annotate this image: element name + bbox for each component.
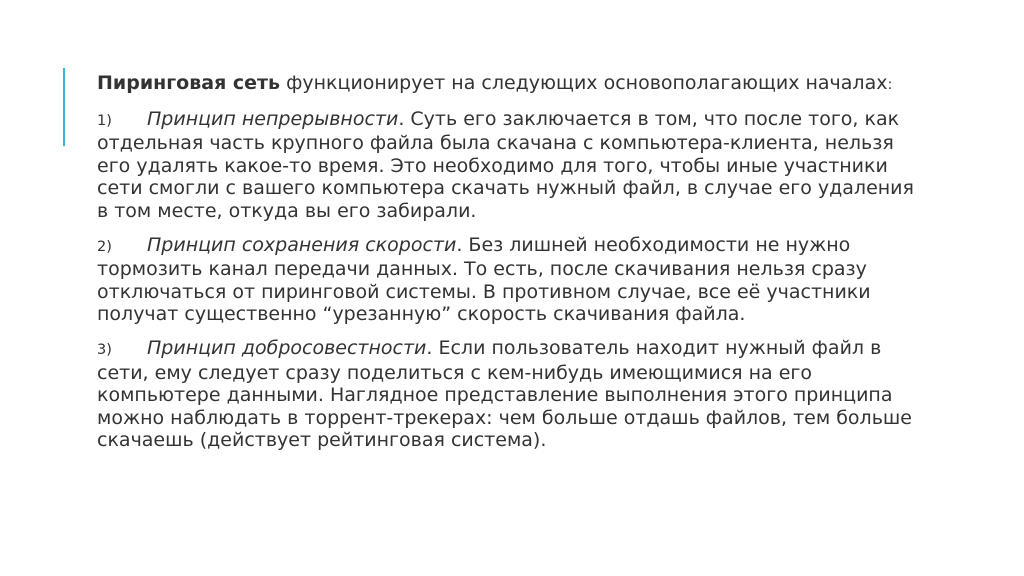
accent-line xyxy=(63,68,65,146)
principle-text: . Если пользователь находит нужный файл в сети, ему следует сразу поделиться с кем-нибудь имеющимися на его компьютере данными. Наглядное представление выполнения этого принципа можно наблюдать в торрент-трекерах: чем больше отдашь файлов, тем больше скачаешь xyxy=(97,336,912,452)
principle-paren: (действует рейтинговая система). xyxy=(199,429,547,452)
principle-number: 1) xyxy=(97,112,112,129)
principle-number: 3) xyxy=(97,341,112,358)
intro-text: функционирует на следующих основополагающих началах xyxy=(280,72,888,94)
principle-1 xyxy=(97,108,927,223)
intro-colon: : xyxy=(887,77,893,93)
principle-term: Принцип сохранения скорости xyxy=(147,233,457,256)
intro-lead: Пиринговая сеть xyxy=(97,72,281,94)
intro-paragraph xyxy=(97,72,927,97)
principle-text: . Без лишней необходимости не нужно тормозить канал передачи данных. То есть, после скачивания нельзя сразу отключаться от пиринговой системы. В противном случае, все её участники получат существенно “урезанную” скорость скачивания файла. xyxy=(97,233,871,326)
principle-2 xyxy=(97,234,927,326)
principle-term: Принцип добросовестности xyxy=(147,336,427,359)
principle-text: . Суть его заключается в том, что после того, как отдельная часть крупного файла была скачана с компьютера-клиента, нельзя его удалять какое-то время. Это необходимо для того, чтобы иные участники сети смогли с вашего компьютера скачать нужный файл, в случае его удаления в том месте, откуда вы его забирали. xyxy=(97,107,914,222)
principle-term: Принцип непрерывности xyxy=(147,107,399,130)
slide-body xyxy=(97,72,927,463)
principle-3 xyxy=(97,337,927,452)
principle-number: 2) xyxy=(97,238,112,255)
